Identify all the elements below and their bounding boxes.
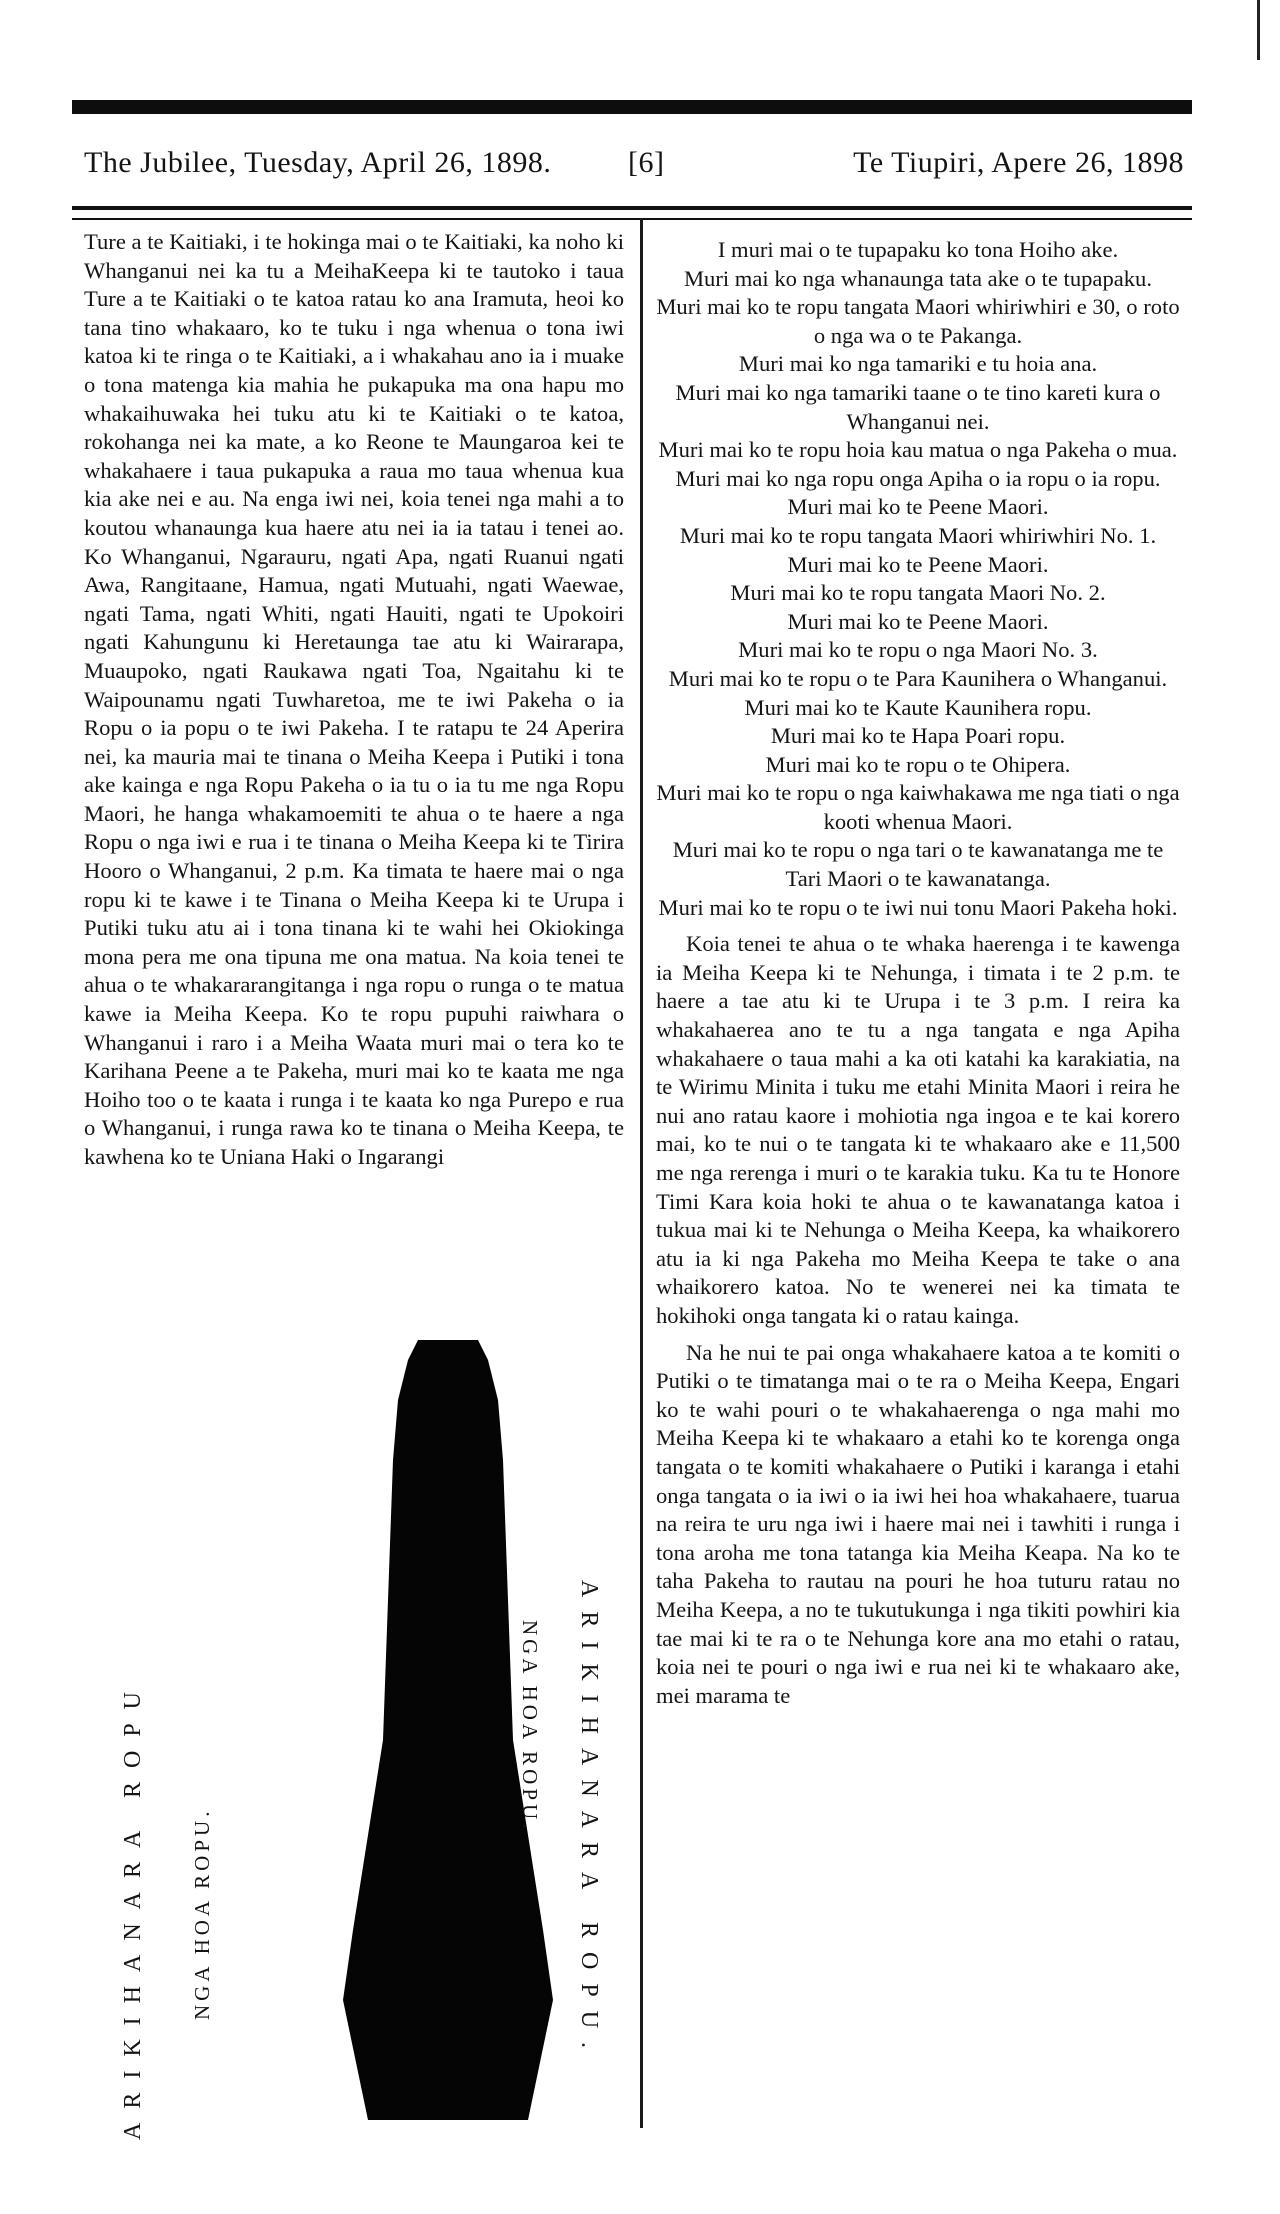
procession-line: Muri mai ko te ropu tangata Maori whiriwhiri No. 1. bbox=[679, 522, 1157, 548]
column-divider bbox=[640, 218, 643, 2128]
procession-line: Muri mai ko nga tamariki taane o te tino kareti kura o Whanganui nei. bbox=[675, 379, 1161, 434]
newspaper-page bbox=[72, 100, 1192, 2180]
procession-line: Muri mai ko nga tamariki e tu hoia ana. bbox=[738, 351, 1098, 377]
procession-line: Muri mai ko te Peene Maori. bbox=[787, 551, 1049, 577]
page-number: [6] bbox=[628, 146, 665, 179]
left-column-paragraph: Ture a te Kaitiaki, i te hokinga mai o te Kaitiaki, ka noho ki Whanganui nei ka tu a MeihaKeepa ki te tautoko i taua Ture a te Kaitiaki o te katoa ratau ko ana Iramuta, heoi ko tana tino whakaaro, ko te tuku i nga whenua o tona iwi katoa ki te ringa o te Kaitiaki, a i whakahau ano ia i muake o tona matenga kia mahia he pukapuka ma ona hapu mo whakaihuwaka hei tuku atu ki te Kaitiaki o te katoa, rokohanga nei ka mate, a ko Reone te Maungaroa kei te whakahaere i taua pukapuka a raua mo taua whenua kua kia ake nei e au. Na enga iwi nei, koia tenei nga mahi a to koutou whanaunga kua haere atu nei ia ia tatau i tenei ao. Ko Whanganui, Ngarauru, ngati Apa, ngati Ruanui ngati Awa, Rangitaane, Hamua, ngati Mutuahi, ngati Waewae, ngati Tama, ngati Whiti, ngati Hauiti, ngati te Upokoiri ngati Kahungunu ki Heretaunga tae atu ki Wairarapa, Muaupoko, ngati Raukawa ngati Toa, Ngaitahu ki te Waipounamu ngati Tuwharetoa, me te iwi Pakeha o ia Ropu o ia popu o te iwi Pakeha. I te ratapu te 24 Aperira nei, ka mauria mai te tinana o Meiha Keepa i Putiki i tona ake kainga e nga Ropu Pakeha o ia tu o ia tu me nga Ropu Maori, he hanga whakamoemiti te ahua o te haere a nga Ropu o nga iwi e rua i te tinana o Meiha Keepa ki te Tirira Hooro o Whanganui, 2 p.m. Ka timata te haere mai o nga ropu ki te kawe i te Tinana o Meiha Keepa ki te Urupa i Putiki tuku atu ai i tona tinana ki te wahi hei Okiokinga mona pera me ona tipuna me ona matua. Na koia tenei te ahua o te whakararangitanga i nga ropu o runga o te matua kawe ia Meiha Keepa. Ko te ropu pupuhi raiwhara o Whanganui i raro i a Meiha Waata muri mai o tera ko te Karihana Peene a te Pakeha, muri mai ko te kaata me nga Hoiho too o te kaata i runga i te kaata ko nga Purepo e rua o Whanganui, i runga rawa ko te tinana o Meiha Keepa, te kawhena ko te Uniana Haki o Ingarangi bbox=[84, 229, 624, 1169]
right-column bbox=[656, 236, 1180, 1710]
procession-line: Muri mai ko te Kaute Kaunihera ropu. bbox=[744, 694, 1092, 720]
page-edge-mark bbox=[1257, 0, 1260, 60]
procession-line: Muri mai ko te Hapa Poari ropu. bbox=[770, 723, 1066, 749]
procession-line: I muri mai o te tupapaku ko tona Hoiho ake. bbox=[717, 237, 1119, 262]
top-rule bbox=[72, 100, 1192, 114]
header-english-title: The Jubilee, Tuesday, April 26, 1898. bbox=[84, 146, 552, 179]
procession-line: Muri mai ko te ropu o nga tari o te kawanatanga me te Tari Maori o te kawanatanga. bbox=[672, 837, 1164, 892]
procession-line: Muri mai ko te ropu o te Para Kaunihera o Whanganui. bbox=[668, 665, 1168, 691]
committee-paragraph: Na he nui te pai onga whakahaere katoa a te komiti o Putiki o te timatanga mai o te ra o Meiha Keepa, Engari ko te wahi pouri o te whakahaerenga o nga mahi mo Meiha Keepa ki te whakaaro a etahi ko te korenga onga tangata o te komiti whakahaere o Putiki i karanga i etahi onga tangata o ia iwi o ia iwi hei hoa whakahaere, tuarua na reira te uru nga iwi i haere mai nei i tawhiti i runga i tona aroha me tona tatanga kia Meiha Keapa. Na ko te taha Pakeha to rautau na pouri he hoa tuturu ratau no Meiha Keepa, a no te tukutukunga i nga tikiti powhiri kia tae mai ki te ra o te Nehunga kore ana mo etahi o ratau, koia nei te pouri o nga iwi e rua nei ki te whakaaro ake, mei marama te bbox=[656, 1339, 1180, 1708]
page-header bbox=[72, 146, 1192, 196]
procession-line: Muri mai ko te ropu hoia kau matua o nga Pakeha o mua. bbox=[658, 437, 1178, 463]
procession-line: Muri mai ko nga ropu onga Apiha o ia ropu o ia ropu. bbox=[675, 465, 1161, 491]
procession-line: Muri mai ko te ropu o te iwi nui tonu Maori Pakeha hoki. bbox=[658, 894, 1178, 920]
monument-label-right-inner: NGA HOA ROPU. bbox=[518, 1620, 542, 1833]
procession-line: Muri mai ko te ropu tangata Maori whiriwhiri e 30, o roto o nga wa o te Pakanga. bbox=[656, 294, 1180, 348]
header-maori-title: Te Tiupiri, Apere 26, 1898 bbox=[853, 146, 1184, 179]
procession-line: Muri mai ko te Peene Maori. bbox=[787, 608, 1049, 634]
procession-line: Muri mai ko nga whanaunga tata ake o te tupapaku. bbox=[683, 265, 1153, 291]
monument-label-left-outer: ARIKIHANARA ROPU bbox=[120, 1677, 146, 2140]
procession-order bbox=[656, 236, 1180, 922]
left-column bbox=[84, 228, 624, 1172]
procession-line: Muri mai ko te ropu o nga kaiwhakawa me nga tiati o nga kooti whenua Maori. bbox=[656, 780, 1180, 834]
procession-line: Muri mai ko te ropu o nga Maori No. 3. bbox=[738, 637, 1098, 663]
header-double-rule bbox=[72, 206, 1192, 220]
funeral-paragraph: Koia tenei te ahua o te whaka haerenga i te kawenga ia Meiha Keepa ki te Nehunga, i timata i te 2 p.m. te haere a tae atu ki te Urupa i te 3 p.m. I reira ka whakahaerea ano te tu a nga tangata e nga Apiha whakahaere o taua mahi a ka oti katahi ka karakiatia, na te Wirimu Minita i tuku me etahi Minita Maori i reira he nui ano ratau kaore i mohiotia nga ingoa e te kai korero mai, ko te nui o te tangata ki te whakaaro ake e 11,500 me nga rerenga i muri o te karakia tuku. Ka tu te Honore Timi Kara koia hoki te ahua o te kawanatanga katoa i tukua mai ki te Nehunga o Meiha Keepa, ka whaikorero atu ia ki nga Pakeha mo Meiha Keepa te take o ana whaikorero katoa. No te wenerei nei ka timata te hokihoki onga tangata ki o ratau kainga. bbox=[656, 931, 1180, 1328]
procession-line: Muri mai ko te Peene Maori. bbox=[787, 494, 1049, 520]
monument-label-right-outer: ARIKIHANARA ROPU. bbox=[576, 1580, 602, 2063]
procession-line: Muri mai ko te ropu o te Ohipera. bbox=[765, 751, 1071, 777]
procession-line: Muri mai ko te ropu tangata Maori No. 2. bbox=[730, 580, 1106, 606]
monument-label-left-inner: NGA HOA ROPU. bbox=[190, 1807, 214, 2020]
